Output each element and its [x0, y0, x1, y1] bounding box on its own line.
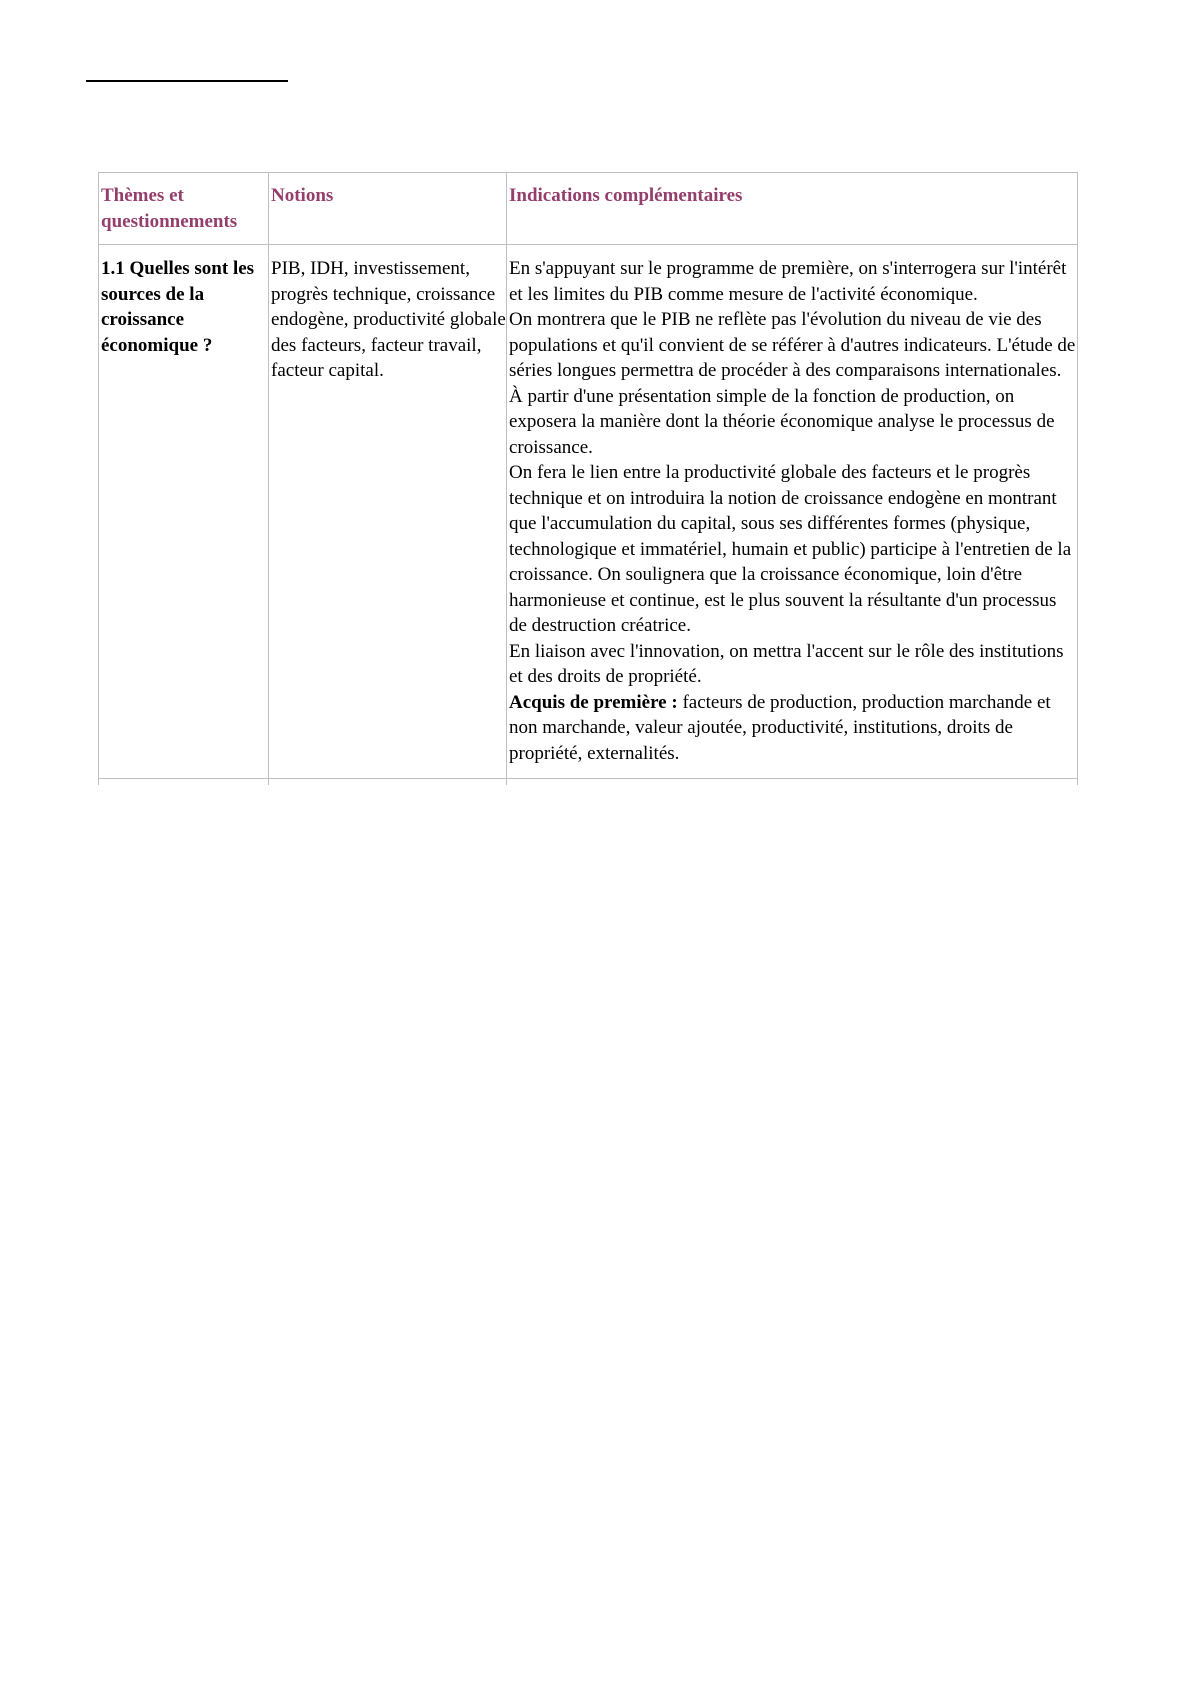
top-rule [86, 80, 288, 82]
acquis-text: facteurs de production, production marchande et non marchande, valeur ajoutée, productivité, institutions, droits de propriété, externalités. [509, 691, 1051, 764]
header-indications-cell [507, 173, 1078, 245]
header-indications: Indications complémentaires [509, 185, 743, 206]
acquis-paragraph [509, 690, 1077, 767]
header-notions: Notions [271, 185, 334, 206]
indications-paragraph-4: En liaison avec l'innovation, on mettra l'accent sur le rôle des institutions et des droits de propriété. [509, 640, 1064, 687]
indications-cell [507, 245, 1078, 779]
notions-list: PIB, IDH, investissement, progrès technique, croissance endogène, productivité globale des facteurs, facteur travail, facteur capital. [271, 258, 506, 381]
table-row-continuation [99, 779, 1078, 786]
header-themes-cell [99, 173, 269, 245]
continuation-cell-1 [99, 779, 269, 786]
theme-cell [99, 245, 269, 779]
indications-paragraph-3: On fera le lien entre la productivité globale des facteurs et le progrès technique et on introduira la notion de croissance endogène en montrant que l'accumulation du capital, sous ses différentes formes (physique, technologique et immatériel, humain et public) participe à l'entretien de la croissance. On soulignera que la croissance économique, loin d'être harmonieuse et continue, est le plus souvent la résultante d'un processus de destruction créatrice. [509, 462, 1072, 636]
indications-paragraph-2: On montrera que le PIB ne reflète pas l'évolution du niveau de vie des populations et qu'il convient de se référer à d'autres indicateurs. L'étude de séries longues permettra de procéder à des comparaisons internationales. À partir d'une présentation simple de la fonction de production, on exposera la manière dont la théorie économique analyse le processus de croissance. [509, 309, 1076, 458]
acquis-label: Acquis de première : [509, 691, 678, 713]
continuation-cell-3 [507, 779, 1078, 786]
header-themes: Thèmes et questionnements [101, 185, 238, 232]
indications-paragraph-1: En s'appuyant sur le programme de première, on s'interrogera sur l'intérêt et les limites du PIB comme mesure de l'activité économique. [509, 258, 1067, 305]
table-header-row [99, 173, 1078, 245]
notions-cell [269, 245, 507, 779]
theme-question: 1.1 Quelles sont les sources de la croissance économique ? [101, 258, 255, 356]
continuation-cell-2 [269, 779, 507, 786]
programme-table [98, 172, 1078, 785]
table-row [99, 245, 1078, 779]
header-notions-cell [269, 173, 507, 245]
